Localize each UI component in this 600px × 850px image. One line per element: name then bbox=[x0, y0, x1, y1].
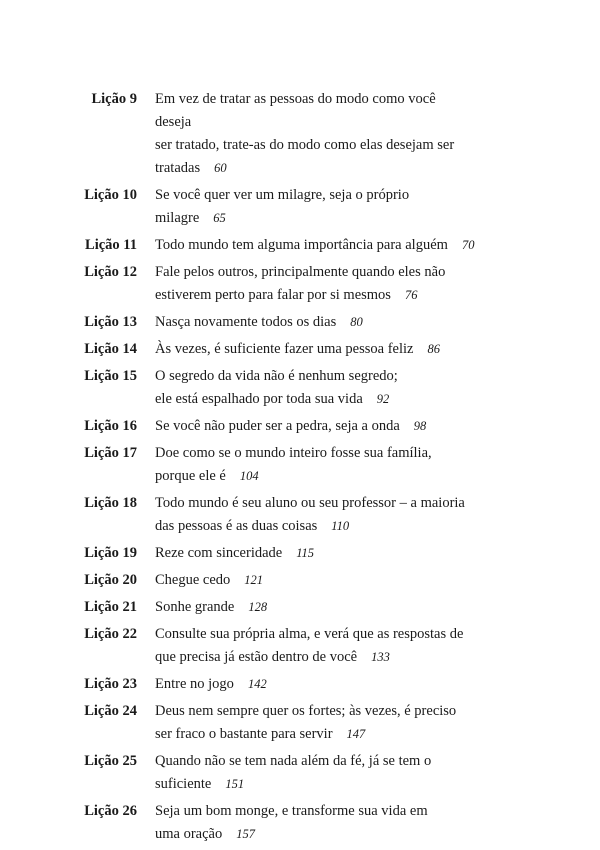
lesson-label: Lição 14 bbox=[84, 341, 137, 357]
page-number: 128 bbox=[248, 600, 268, 614]
lesson-label: Lição 24 bbox=[84, 703, 137, 719]
lesson-title bbox=[155, 442, 475, 488]
lesson-title-line: ele está espalhado por toda sua vida bbox=[155, 391, 363, 407]
toc-entry bbox=[0, 800, 600, 846]
page-number: 121 bbox=[244, 573, 264, 587]
lesson-title-line: Todo mundo tem alguma importância para alguém bbox=[155, 237, 448, 253]
toc-entry bbox=[0, 442, 600, 488]
lesson-title-line: Se você não puder ser a pedra, seja a onda bbox=[155, 418, 400, 434]
lesson-title bbox=[155, 338, 475, 361]
lesson-title-line: que precisa já estão dentro de você bbox=[155, 649, 358, 665]
page-number: 98 bbox=[413, 419, 427, 433]
lesson-title-line: Doe como se o mundo inteiro fosse sua família, bbox=[155, 445, 432, 461]
lesson-title-line: Deus nem sempre quer os fortes; às vezes, é preciso bbox=[155, 703, 457, 719]
lesson-title bbox=[155, 750, 475, 796]
page-number: 65 bbox=[213, 211, 226, 225]
lesson-label: Lição 17 bbox=[84, 445, 137, 461]
lesson-title-line: Entre no jogo bbox=[155, 676, 234, 692]
toc-entry bbox=[0, 234, 600, 257]
lesson-title bbox=[155, 569, 475, 592]
toc-entry bbox=[0, 338, 600, 361]
page-number: 115 bbox=[296, 546, 315, 560]
lesson-title-line: Se você quer ver um milagre, seja o próprio milagre bbox=[155, 187, 410, 226]
lesson-title bbox=[155, 700, 475, 746]
lesson-title bbox=[155, 800, 475, 846]
toc-entry bbox=[0, 365, 600, 411]
lesson-label: Lição 15 bbox=[84, 368, 137, 384]
page-number: 92 bbox=[376, 392, 390, 406]
lesson-label: Lição 11 bbox=[85, 237, 137, 253]
page-number: 60 bbox=[214, 161, 227, 175]
toc-entry bbox=[0, 492, 600, 538]
page-number: 147 bbox=[346, 727, 366, 741]
lesson-title-line: Nasça novamente todos os dias bbox=[155, 314, 337, 330]
lesson-title bbox=[155, 88, 475, 180]
lesson-title bbox=[155, 184, 475, 230]
lesson-title-line: Seja um bom monge, e transforme sua vida em bbox=[155, 803, 428, 819]
lesson-title-line: Consulte sua própria alma, e verá que as respostas de bbox=[155, 626, 464, 642]
toc-entry bbox=[0, 88, 600, 180]
lesson-label: Lição 20 bbox=[84, 572, 137, 588]
lesson-label: Lição 13 bbox=[84, 314, 137, 330]
lesson-title-line: porque ele é bbox=[155, 468, 226, 484]
page-number: 133 bbox=[371, 650, 390, 664]
lesson-title bbox=[155, 415, 475, 438]
lesson-title bbox=[155, 673, 475, 696]
page-number: 110 bbox=[331, 519, 350, 533]
toc-entry bbox=[0, 750, 600, 796]
lesson-title-line: estiverem perto para falar por si mesmos bbox=[155, 287, 391, 303]
lesson-label: Lição 9 bbox=[91, 91, 137, 107]
lesson-title bbox=[155, 234, 475, 257]
lesson-label: Lição 10 bbox=[84, 187, 137, 203]
toc-entry bbox=[0, 184, 600, 230]
lesson-title bbox=[155, 365, 475, 411]
lesson-label: Lição 22 bbox=[84, 626, 137, 642]
lesson-title-line: Sonhe grande bbox=[155, 599, 235, 615]
toc-entry bbox=[0, 596, 600, 619]
lesson-title-line: Reze com sinceridade bbox=[155, 545, 283, 561]
toc-entry bbox=[0, 415, 600, 438]
lesson-label: Lição 25 bbox=[84, 753, 137, 769]
lesson-label: Lição 21 bbox=[84, 599, 137, 615]
lesson-title-line: das pessoas é as duas coisas bbox=[155, 518, 318, 534]
lesson-title-line: ser tratado, trate-as do modo como elas desejam ser bbox=[155, 137, 455, 153]
toc-entry bbox=[0, 569, 600, 592]
lesson-title-line: Quando não se tem nada além da fé, já se tem o bbox=[155, 753, 432, 769]
page-number: 80 bbox=[350, 315, 363, 329]
lesson-title bbox=[155, 542, 475, 565]
lesson-title-line: ser fraco o bastante para servir bbox=[155, 726, 333, 742]
lesson-title bbox=[155, 492, 475, 538]
lesson-label: Lição 19 bbox=[84, 545, 137, 561]
lesson-title-line: Todo mundo é seu aluno ou seu professor – a maioria bbox=[155, 495, 465, 511]
lesson-title-line: Fale pelos outros, principalmente quando eles não bbox=[155, 264, 446, 280]
lesson-label: Lição 12 bbox=[84, 264, 137, 280]
lesson-title-line: uma oração bbox=[155, 826, 223, 842]
lesson-title-line: O segredo da vida não é nenhum segredo; bbox=[155, 368, 398, 384]
page-number: 86 bbox=[427, 342, 440, 356]
toc-entry bbox=[0, 311, 600, 334]
page-number: 157 bbox=[236, 827, 255, 841]
lesson-title bbox=[155, 261, 475, 307]
lesson-title bbox=[155, 311, 475, 334]
lesson-title bbox=[155, 596, 475, 619]
lesson-title-line: tratadas bbox=[155, 160, 201, 176]
page-number: 76 bbox=[404, 288, 418, 302]
lesson-label: Lição 23 bbox=[84, 676, 137, 692]
toc-entry bbox=[0, 673, 600, 696]
page-number: 70 bbox=[461, 238, 475, 252]
page-number: 104 bbox=[239, 469, 259, 483]
toc-entry bbox=[0, 623, 600, 669]
lesson-title-line: Em vez de tratar as pessoas do modo como você deseja bbox=[155, 91, 436, 130]
lesson-title-line: suficiente bbox=[155, 776, 212, 792]
toc-entry bbox=[0, 700, 600, 746]
lesson-title-line: Às vezes, é suficiente fazer uma pessoa feliz bbox=[155, 341, 414, 357]
lesson-title-line: Chegue cedo bbox=[155, 572, 231, 588]
toc-entry bbox=[0, 261, 600, 307]
page-number: 151 bbox=[225, 777, 245, 791]
lesson-label: Lição 26 bbox=[84, 803, 137, 819]
lesson-label: Lição 16 bbox=[84, 418, 137, 434]
toc-entry bbox=[0, 542, 600, 565]
lesson-title bbox=[155, 623, 475, 669]
page-number: 142 bbox=[247, 677, 267, 691]
table-of-contents bbox=[0, 88, 600, 850]
lesson-label: Lição 18 bbox=[84, 495, 137, 511]
